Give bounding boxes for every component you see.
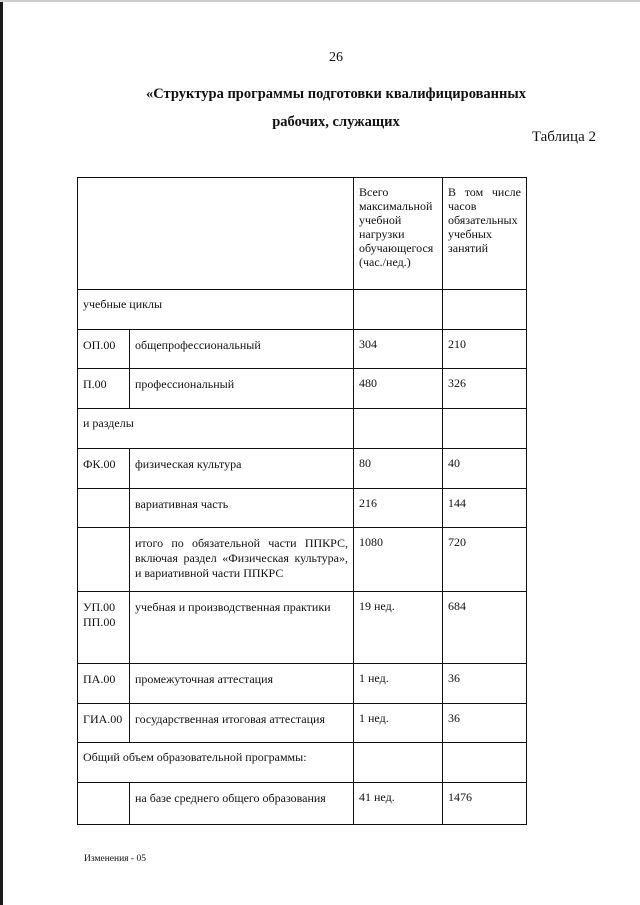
row-total: 216 xyxy=(354,489,443,528)
row-name: государственная итоговая аттестация xyxy=(130,704,354,743)
row-name: общепрофессиональный xyxy=(130,330,354,369)
table-row xyxy=(78,330,527,369)
table-row xyxy=(78,369,527,409)
row-name: итого по обязательной части ППКРС, включая раздел «Физическая культура», и вариативной части ППКРС xyxy=(130,528,354,592)
header-total-hours: Всего максимальной учебной нагрузки обучающегося (час./нед.) xyxy=(354,178,443,290)
table-row xyxy=(78,664,527,704)
table-row-section xyxy=(78,290,527,330)
row-code: ГИА.00 xyxy=(78,704,130,743)
row-code xyxy=(78,783,130,825)
row-name: учебная и производственная практики xyxy=(130,592,354,664)
row-required: 684 xyxy=(443,592,527,664)
empty-cell xyxy=(443,409,527,449)
table-row xyxy=(78,528,527,592)
row-name: промежуточная аттестация xyxy=(130,664,354,704)
program-structure-table xyxy=(77,177,527,825)
row-code xyxy=(78,489,130,528)
table-header-row xyxy=(78,178,527,290)
row-required: 1476 xyxy=(443,783,527,825)
row-total: 80 xyxy=(354,449,443,489)
row-required: 210 xyxy=(443,330,527,369)
table-row xyxy=(78,592,527,664)
row-total: 480 xyxy=(354,369,443,409)
row-total: 304 xyxy=(354,330,443,369)
table-row-section xyxy=(78,743,527,783)
row-total: 1080 xyxy=(354,528,443,592)
title-line-1: «Структура программы подготовки квалифицированных xyxy=(146,86,526,102)
row-name: вариативная часть xyxy=(130,489,354,528)
section-label: Общий объем образовательной программы: xyxy=(78,743,354,783)
empty-cell xyxy=(354,290,443,330)
table-row xyxy=(78,489,527,528)
row-code xyxy=(78,528,130,592)
row-required: 144 xyxy=(443,489,527,528)
table-row xyxy=(78,449,527,489)
page-number: 26 xyxy=(329,50,343,65)
row-required: 40 xyxy=(443,449,527,489)
title-line-2: рабочих, служащих xyxy=(272,114,400,130)
row-total: 1 нед. xyxy=(354,664,443,704)
row-name: на базе среднего общего образования xyxy=(130,783,354,825)
header-empty-cell xyxy=(78,178,354,290)
row-required: 720 xyxy=(443,528,527,592)
empty-cell xyxy=(354,743,443,783)
empty-cell xyxy=(443,290,527,330)
header-required-hours: В том числе часов обязательных учебных занятий xyxy=(443,178,527,290)
table-row-section xyxy=(78,409,527,449)
row-code: П.00 xyxy=(78,369,130,409)
empty-cell xyxy=(443,743,527,783)
row-code xyxy=(78,592,130,664)
row-total: 19 нед. xyxy=(354,592,443,664)
row-code-line-2: ПП.00 xyxy=(83,615,116,629)
row-required: 36 xyxy=(443,704,527,743)
table-row xyxy=(78,704,527,743)
section-label: и разделы xyxy=(78,409,354,449)
table-label: Таблица 2 xyxy=(531,129,596,145)
row-code-line-1: УП.00 xyxy=(83,600,116,614)
row-code: ОП.00 xyxy=(78,330,130,369)
footer-note: Изменения - 05 xyxy=(84,854,146,864)
row-code: ФК.00 xyxy=(78,449,130,489)
document-title xyxy=(0,80,640,136)
row-total: 1 нед. xyxy=(354,704,443,743)
scan-edge-top xyxy=(0,0,640,2)
empty-cell xyxy=(354,409,443,449)
row-name: физическая культура xyxy=(130,449,354,489)
row-name: профессиональный xyxy=(130,369,354,409)
row-code: ПА.00 xyxy=(78,664,130,704)
row-required: 36 xyxy=(443,664,527,704)
section-label: учебные циклы xyxy=(78,290,354,330)
row-required: 326 xyxy=(443,369,527,409)
table-row xyxy=(78,783,527,825)
row-total: 41 нед. xyxy=(354,783,443,825)
